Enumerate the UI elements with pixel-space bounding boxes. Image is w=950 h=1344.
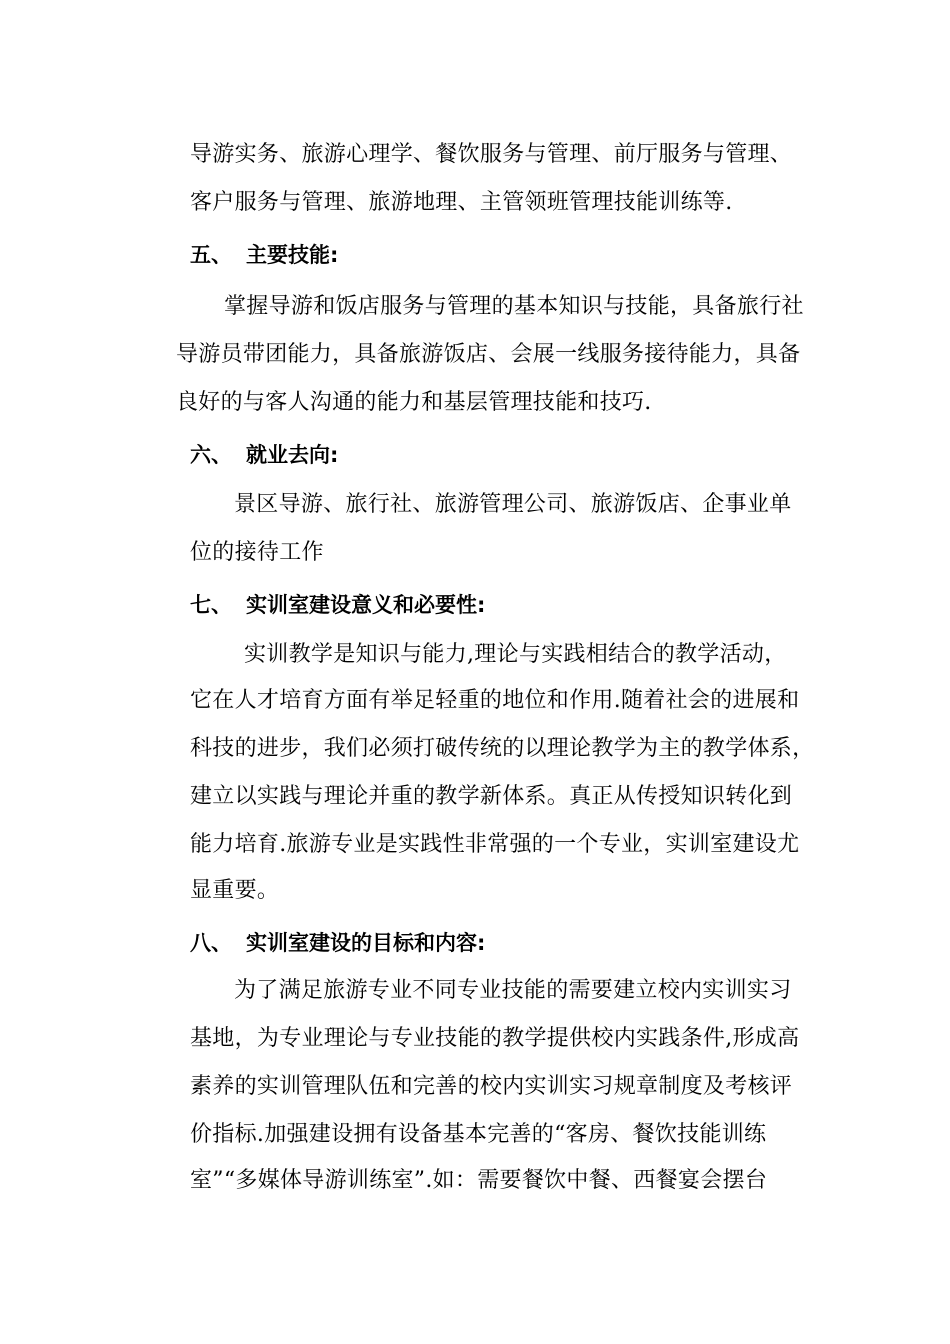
section-title: 主要技能: [246, 243, 339, 267]
text-line: 为了满足旅游专业不同专业技能的需要建立校内实训实习 [234, 978, 792, 1003]
section-title: 就业去向: [246, 443, 339, 467]
text-line: 室”“多媒体导游训练室”.如：需要餐饮中餐、西餐宴会摆台 [190, 1168, 768, 1193]
section-title: 实训室建设的目标和内容: [246, 931, 486, 955]
text-line: 良好的与客人沟通的能力和基层管理技能和技巧. [176, 390, 652, 415]
text-line: 实训教学是知识与能力,理论与实践相结合的教学活动， [244, 642, 787, 667]
text-line: 导游实务、旅游心理学、餐饮服务与管理、前厅服务与管理、 [190, 142, 793, 167]
text-line: 价指标.加强建设拥有设备基本完善的“客房、餐饮技能训练 [190, 1122, 767, 1147]
text-line: 素养的实训管理队伍和完善的校内实训实习规章制度及考核评 [190, 1074, 793, 1099]
section-heading-6 [190, 440, 338, 470]
text-line: 客户服务与管理、旅游地理、主管领班管理技能训练等. [190, 190, 733, 215]
section-heading-5 [190, 240, 338, 270]
text-line: 能力培育.旅游专业是实践性非常强的一个专业，实训室建设尤 [190, 832, 800, 857]
section-number: 五、 [190, 243, 232, 267]
text-line: 导游员带团能力，具备旅游饭店、会展一线服务接待能力，具备 [176, 342, 801, 367]
text-line: 基地，为专业理论与专业技能的教学提供校内实践条件,形成高 [190, 1026, 800, 1051]
text-line: 建立以实践与理论并重的教学新体系。真正从传授知识转化到 [190, 784, 793, 809]
text-line: 景区导游、旅行社、旅游管理公司、旅游饭店、企事业单 [234, 492, 792, 517]
section-heading-8 [190, 928, 485, 958]
text-line: 科技的进步，我们必须打破传统的以理论教学为主的教学体系， [190, 736, 815, 761]
section-number: 八、 [190, 931, 232, 955]
section-title: 实训室建设意义和必要性: [246, 593, 486, 617]
section-number: 六、 [190, 443, 232, 467]
text-line: 它在人才培育方面有举足轻重的地位和作用.随着社会的进展和 [190, 688, 800, 713]
text-line: 位的接待工作 [190, 540, 324, 565]
text-line: 显重要。 [190, 878, 280, 903]
section-number: 七、 [190, 593, 232, 617]
section-heading-7 [190, 590, 485, 620]
text-line: 掌握导游和饭店服务与管理的基本知识与技能，具备旅行社 [224, 294, 804, 319]
